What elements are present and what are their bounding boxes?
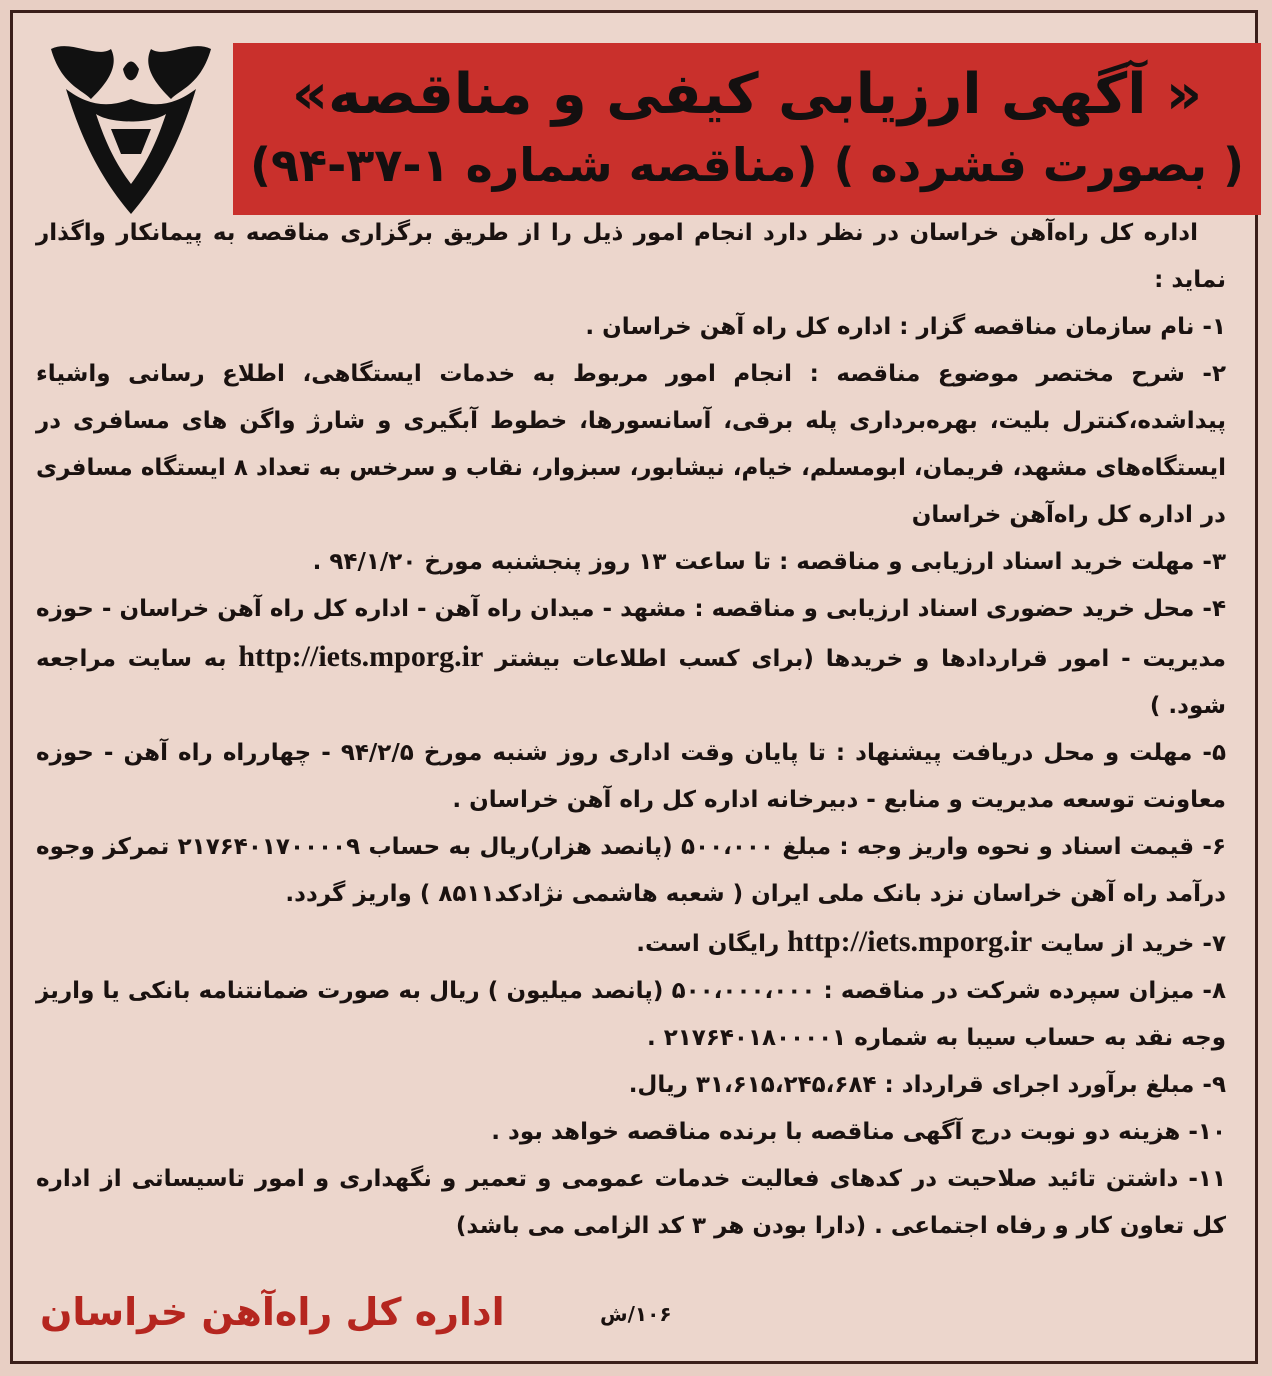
footer-organization: اداره کل راه‌آهن خراسان — [40, 1290, 505, 1334]
list-item: ۲- شرح مختصر موضوع مناقصه : انجام امور مربوط به خدمات ایستگاهی، اطلاع رسانی واشیاء پیداشده،کنترل بلیت، بهره‌برداری پله برقی، آسانسورها، خطوط آبگیری و شارژ واگن های مسافری در ایستگاه‌های مشهد، فریمان، ابومسلم، خیام، نیشابور، سبزوار، نقاب و سرخس به تعداد ۸ ایستگاه مسافری در اداره کل راه‌آهن خراسان — [36, 361, 1226, 528]
footer — [40, 1290, 1220, 1350]
list-item: ۶- قیمت اسناد و نحوه واریز وجه : مبلغ ۵۰۰،۰۰۰ (پانصد هزار)ریال به حساب ۲۱۷۶۴۰۱۷۰۰۰۰۹ تمرکز وجوه درآمد راه آهن خراسان نزد بانک ملی ایران ( شعبه هاشمی نژادکد۸۵۱۱ ) واریز گردد. — [36, 834, 1226, 907]
item4-text-after: به سایت مراجعه شود. ) — [36, 646, 1226, 719]
list-item: ۸- میزان سپرده شرکت در مناقصه : ۵۰۰،۰۰۰،۰۰۰ (پانصد میلیون ) ریال به صورت ضمانتنامه بانکی یا واریز وجه نقد به حساب سیبا به شماره ۲۱۷۶۴۰۱۸۰۰۰۰۱ . — [36, 978, 1226, 1051]
list-item: ۵- مهلت و محل دریافت پیشنهاد : تا پایان وقت اداری روز شنبه مورخ ۹۴/۲/۵ - چهارراه راه آهن - حوزه معاونت توسعه مدیریت و منابع - دبیرخانه اداره کل راه آهن خراسان . — [36, 740, 1226, 813]
list-item: ۱۰- هزینه دو نوبت درج آگهی مناقصه با برنده مناقصه خواهد بود . — [491, 1119, 1226, 1145]
item7-text: ۷- خرید از سایت — [1040, 931, 1226, 957]
railway-emblem-logo — [41, 29, 221, 219]
website-link[interactable]: http://iets.mporg.ir — [787, 925, 1033, 958]
page-title: « آگهی ارزیابی کیفی و مناقصه» — [291, 62, 1203, 127]
page-subtitle: ( بصورت فشرده ) (مناقصه شماره ۱-۳۷-۹۴) — [249, 138, 1245, 192]
list-item — [36, 918, 1226, 968]
website-link[interactable]: http://iets.mporg.ir — [238, 640, 484, 673]
list-item: ۱- نام سازمان مناقصه گزار : اداره کل راه آهن خراسان . — [585, 314, 1226, 340]
list-item — [36, 586, 1226, 730]
list-item: ۳- مهلت خرید اسناد ارزیابی و مناقصه : تا ساعت ۱۳ روز پنجشنبه مورخ ۹۴/۱/۲۰ . — [312, 549, 1226, 575]
item7-text-after: رایگان است. — [636, 931, 780, 957]
footer-code: ۱۰۶/ش — [600, 1302, 672, 1326]
intro-paragraph: اداره کل راه‌آهن خراسان در نظر دارد انجام امور ذیل را از طریق برگزاری مناقصه به پیمانکار واگذار نماید : — [36, 220, 1226, 293]
list-item: ۱۱- داشتن تائید صلاحیت در کدهای فعالیت خدمات عمومی و تعمیر و نگهداری و امور تاسیساتی از اداره کل تعاون کار و رفاه اجتماعی . (دارا بودن هر ۳ کد الزامی می باشد) — [36, 1166, 1226, 1239]
announcement-body — [36, 210, 1226, 1250]
header-banner — [233, 43, 1261, 215]
list-item: ۹- مبلغ برآورد اجرای قرارداد : ۳۱،۶۱۵،۲۴۵،۶۸۴ ریال. — [628, 1072, 1226, 1098]
item4-text: ۴- محل خرید حضوری اسناد ارزیابی و مناقصه : مشهد - میدان راه آهن - اداره کل راه آهن خراسان - حوزه مدیریت - امور قراردادها و خریدها (برای کسب اطلاعات بیشتر — [36, 596, 1226, 672]
